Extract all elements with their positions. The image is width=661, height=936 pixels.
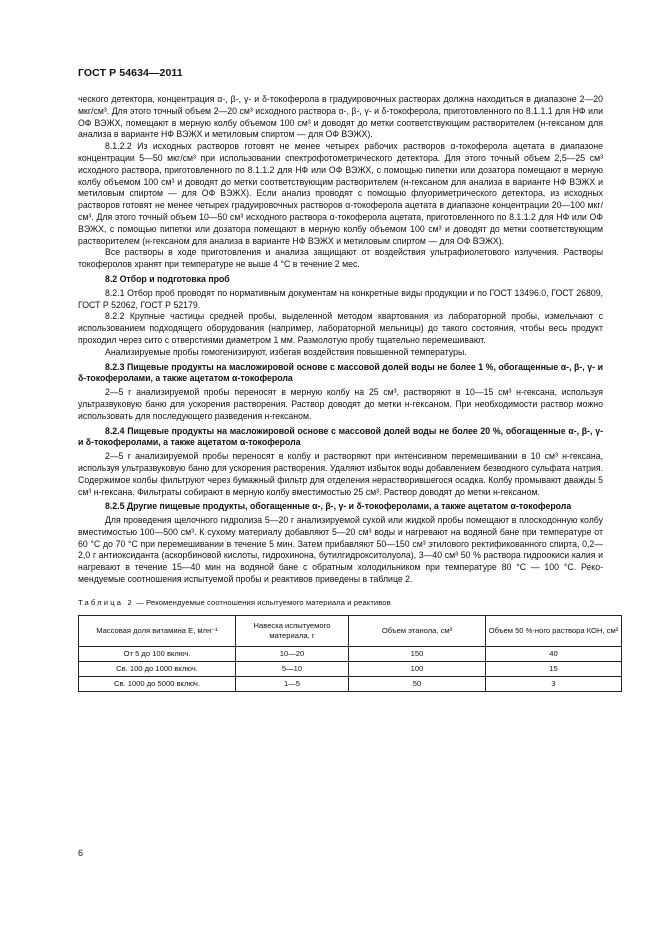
table-cell: Св. 1000 до 5000 включ.	[79, 676, 236, 691]
table-caption	[78, 597, 603, 609]
paragraph-8-2-2: 8.2.2 Крупные частицы средней пробы, выделенной методом квартования из лабораторной пробы, измельчают с использованием подходящего оборудования (например, лабораторной мельницы) до такого состояния, чтобы весь продукт проходил через сито с отверстиями диаметром 1 мм. Размолотую пробу тщательно перемешивают.	[78, 311, 603, 345]
table-cell: 150	[349, 646, 486, 661]
table-cell: 3	[486, 676, 622, 691]
table-cell: 5—10	[236, 661, 349, 676]
paragraph-8-2-3-body: 2—5 г анализируемой пробы переносят в мерную колбу на 25 см³, растворяют в 10—15 см³ н-гексана, используя ультразвуковую баню для ускорения растворения. Раствор доводят до метки н-гексаном. При необходимости раствор можно использовать для последующего разведения н-гексаном.	[78, 387, 603, 421]
paragraph-8-2-5-body: Для проведения щелочного гидролиза 5—20 г анализируемой сухой или жидкой пробы помещают в плоскодонную колбу вместимостью 100—500 см³. К сухому материалу добавляют 5—20 см³ воды и нагревают на водяной бане при температуре от 60 °С до 70 °С при перемешивании в течение 5 мин. Затем прибавляют 50—150 см³ этилового ректификованного спирта, 0,2—2,0 г антиоксиданта (аскорбиновой кислоты, гидрохинона, бутилгидрокситолуола), 3—40 см³ 50 % раствора гидроокиси калия и нагревают в течение 15—40 мин на водяной бане с обратным холодильником при температуре 80 °С — 100 °С. Рекомендуемые соотношения испытуемой пробы и реактивов приведены в таблице 2.	[78, 515, 603, 585]
table-caption-label: Таблица 2	[78, 597, 134, 607]
paragraph-homogenize: Анализируемые пробы гомогенизируют, избегая воздействия повышенной температуры.	[105, 346, 467, 357]
section-heading-8-2-3: 8.2.3 Пищевые продукты на масложировой основе с массовой долей воды не более 1 %, обогащенные α-, β-, γ- и δ-токоферолами, а также ацетатом α-токоферола	[78, 361, 603, 384]
table-cell: Св. 100 до 1000 включ.	[79, 661, 236, 676]
column-header-ethanol-volume: Объем этанола, см³	[349, 615, 486, 646]
paragraph-uv-protection: Все растворы в ходе приготовления и анализа защищают от воздействия ультрафиолетового излучения. Растворы токоферолов хранят при температуре не выше 4 °С в течение 2 мес.	[78, 247, 603, 270]
page-number: 6	[78, 848, 84, 858]
reagent-ratio-table	[78, 615, 622, 692]
table-cell: 100	[349, 661, 486, 676]
document-body	[78, 94, 619, 692]
table-cell: От 5 до 100 включ.	[79, 646, 236, 661]
paragraph-8-2-1: 8.2.1 Отбор проб проводят по нормативным документам на конкретные виды продукции и по ГОСТ 13496.0, ГОСТ 26809, ГОСТ Р 52062, ГОСТ Р 52179.	[78, 287, 603, 310]
paragraph-8-1-2-2: 8.1.2.2 Из исходных растворов готовят не менее четырех рабочих растворов α-токоферола ацетата в диапазоне концентрации 5—50 мкг/см³ при использовании спектрофотометрического детектора. Для этого точный объем 2,5—25 см³ исходного раствора, приготовленного по 8.1.1.2 для НФ или ОФ ВЭЖХ, с помощью пипетки или дозатора помещают в мерную колбу объемом 100 см³ и доводят до метки соответствующим растворителем (н-гексаном для анализа в варианте НФ ВЭЖХ и метиловым спиртом — для ОФ ВЭЖХ). Если анализ проводят с помощью флуориметрического детектора, из исходных растворов готовят не менее четырех градуировочных растворов α-токоферола ацетата в диапазоне концентрации 20—100 мкг/см³. Для этого точный объем 10—50 см³ исходного раствора α-токоферола ацетата, приготовленного по 8.1.1.2 для НФ или ОФ ВЭЖХ, с помощью пипетки или дозатора помещают в мерную колбу объемом 100 см³ и доводят до метки соответствующим растворителем (н-гексаном для анализа в варианте НФ ВЭЖХ и метиловым спиртом — для ОФ ВЭЖХ).	[78, 141, 603, 246]
column-header-vitamin-e: Массовая доля витамина Е, млн⁻¹	[79, 615, 236, 646]
table-cell: 50	[349, 676, 486, 691]
table-row	[79, 676, 622, 691]
paragraph-8-1-2-1-continuation: ческого детектора, концентрация α-, β-, γ- и δ-токоферола в градуировочных растворах должна находиться в диапазоне 2—20 мкг/см³. Для этого точный объем 2—20 см³ исходного раствора α-, β-, γ- и δ-токоферола, приготовленного по 8.1.1.1 для НФ или ОФ ВЭЖХ, помещают в мерную колбу объемом 100 см³ и доводят до метки соответствующим растворителем (н-гексаном для анализа в варианте НФ ВЭЖХ и метиловым спиртом — для ОФ ВЭЖХ).	[78, 94, 603, 140]
table-cell: 15	[486, 661, 622, 676]
column-header-sample-mass: Навеска испытуемого материала, г	[236, 615, 349, 646]
table-cell: 10—20	[236, 646, 349, 661]
section-heading-8-2-4: 8.2.4 Пищевые продукты на масложировой основе с массовой долей воды не более 20 %, обогащенные α-, β-, γ- и δ-токоферолами, а также ацетатом α-токоферола	[78, 425, 603, 448]
table-caption-text: — Рекомендуемые соотношения испытуемого материала и реактивов	[136, 597, 391, 607]
column-header-koh-volume: Объем 50 %-ного раствора КОН, см³	[486, 615, 622, 646]
section-heading-8-2-5: 8.2.5 Другие пищевые продукты, обогащенные α-, β-, γ- и δ-токоферолами, а также ацетатом α-токоферола	[105, 501, 572, 512]
paragraph-8-2-4-body: 2—5 г анализируемой пробы переносят в колбу и растворяют при интенсивном перемешивании в 10 см³ н-гексана, используя ультразвуковую баню для ускорения растворения. Удаляют избыток воды добавлением безводного сульфата натрия. Содержимое колбы фильтруют через бумажный фильтр для отделения нерастворившегося осадка. Колбу промывают дважды 5 см³ н-гексана. Фильтраты собирают в мерную колбу вместимостью 25 см³. Раствор доводят до метки н-гексаном.	[78, 451, 603, 497]
table-cell: 1—5	[236, 676, 349, 691]
document-code-header: ГОСТ Р 54634—2011	[78, 67, 183, 79]
table-header-row	[79, 615, 622, 646]
table-cell: 40	[486, 646, 622, 661]
table-row	[79, 661, 622, 676]
section-heading-8-2: 8.2 Отбор и подготовка проб	[105, 273, 230, 284]
table-row	[79, 646, 622, 661]
